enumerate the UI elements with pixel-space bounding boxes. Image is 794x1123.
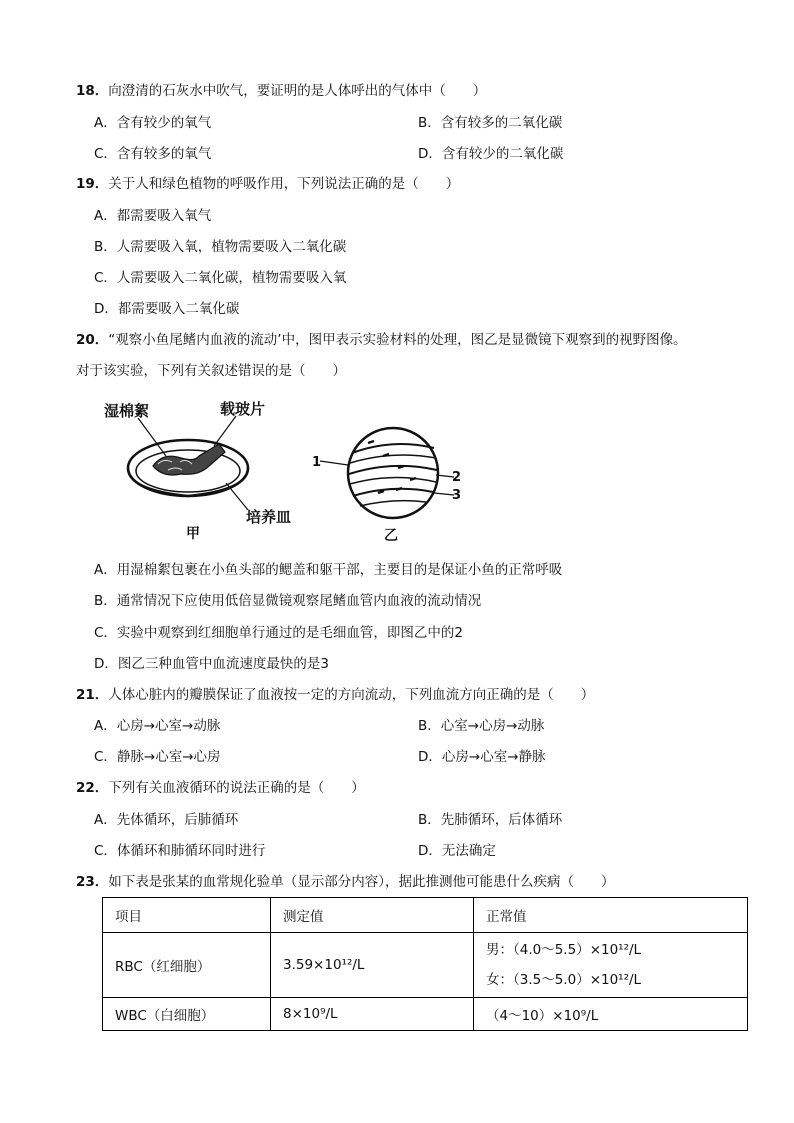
option-a: A．用湿棉絮包裹在小鱼头部的鳃盖和躯干部，主要目的是保证小鱼的正常呼吸 bbox=[94, 562, 563, 578]
label-petri-dish: 培养皿 bbox=[246, 508, 292, 526]
question-text: 下列有关血液循环的说法正确的是（ ） bbox=[108, 780, 365, 796]
question-text: “观察小鱼尾鳍内血液的流动’中，图甲表示实验材料的处理，图乙是显微镜下观察到的视野图像。 bbox=[108, 332, 687, 348]
table-row bbox=[103, 998, 748, 1031]
normal-female: 女：（3.5～5.0）×10¹²/L bbox=[486, 972, 642, 988]
table-cell-value: 8×10⁹/L bbox=[271, 998, 474, 1031]
question-20 bbox=[76, 331, 687, 349]
question-18 bbox=[76, 82, 486, 100]
question-21 bbox=[76, 686, 594, 704]
question-text: 关于人和绿色植物的呼吸作用，下列说法正确的是（ ） bbox=[108, 176, 460, 192]
label-yi: 乙 bbox=[384, 528, 398, 544]
question-number: 20． bbox=[76, 332, 109, 348]
option-c: C．静脉→心室→心房 bbox=[94, 749, 221, 765]
option-c: C．体循环和肺循环同时进行 bbox=[94, 843, 266, 859]
table-header-cell: 测定值 bbox=[271, 898, 474, 933]
table-cell-normal bbox=[474, 933, 748, 998]
microscope-view-illustration bbox=[320, 428, 454, 518]
question-text: 如下表是张某的血常规化验单（显示部分内容），据此推测他可能患什么疾病（ ） bbox=[108, 874, 615, 890]
option-b: B．心室→心房→动脉 bbox=[418, 718, 545, 734]
table-header-cell: 正常值 bbox=[474, 898, 748, 933]
label-jia: 甲 bbox=[186, 526, 200, 542]
question-number: 18． bbox=[76, 83, 109, 99]
question-number: 21． bbox=[76, 687, 109, 703]
question-text-continued: 对于该实验，下列有关叙述错误的是（ ） bbox=[76, 363, 346, 379]
label-vessel-2: 2 bbox=[452, 470, 462, 485]
question-number: 23． bbox=[76, 874, 109, 890]
table-row bbox=[103, 933, 748, 998]
table-header-cell: 项目 bbox=[103, 898, 271, 933]
petri-dish-illustration bbox=[128, 416, 248, 510]
option-d: D．心房→心室→静脉 bbox=[418, 749, 546, 765]
label-wet-cotton: 湿棉絮 bbox=[104, 402, 150, 420]
option-a: A．心房→心室→动脉 bbox=[94, 718, 221, 734]
table-header-row bbox=[103, 898, 748, 933]
question-number: 22． bbox=[76, 780, 109, 796]
option-b: B．人需要吸入氧，植物需要吸入二氧化碳 bbox=[94, 239, 347, 255]
label-glass-slide: 载玻片 bbox=[220, 400, 266, 418]
question-number: 19． bbox=[76, 176, 109, 192]
option-c: C．实验中观察到红细胞单行通过的是毛细血管，即图乙中的2 bbox=[94, 625, 464, 641]
option-a: A．先体循环，后肺循环 bbox=[94, 812, 239, 828]
option-c: C．含有较多的氧气 bbox=[94, 146, 212, 162]
option-a: A．含有较少的氧气 bbox=[94, 115, 212, 131]
option-c: C．人需要吸入二氧化碳，植物需要吸入氧 bbox=[94, 270, 347, 286]
option-b: B．通常情况下应使用低倍显微镜观察尾鳍血管内血液的流动情况 bbox=[94, 593, 482, 609]
table-cell-item: RBC（红细胞） bbox=[103, 933, 271, 998]
figure-svg bbox=[98, 398, 462, 548]
experiment-figure bbox=[98, 398, 462, 548]
label-vessel-1: 1 bbox=[312, 455, 322, 470]
option-d: D．图乙三种血管中血流速度最快的是3 bbox=[94, 656, 329, 672]
table-cell-normal: （4～10）×10⁹/L bbox=[474, 998, 748, 1031]
table-cell-value: 3.59×10¹²/L bbox=[271, 933, 474, 998]
question-text: 人体心脏内的瓣膜保证了血液按一定的方向流动，下列血流方向正确的是（ ） bbox=[108, 687, 595, 703]
question-19 bbox=[76, 175, 459, 193]
blood-test-table bbox=[102, 897, 748, 1031]
question-22 bbox=[76, 779, 365, 797]
option-a: A．都需要吸入氧气 bbox=[94, 208, 212, 224]
option-d: D．都需要吸入二氧化碳 bbox=[94, 301, 240, 317]
option-d: D．含有较少的二氧化碳 bbox=[418, 146, 564, 162]
question-23 bbox=[76, 873, 615, 891]
option-b: B．先肺循环，后体循环 bbox=[418, 812, 563, 828]
option-b: B．含有较多的二氧化碳 bbox=[418, 115, 563, 131]
option-d: D．无法确定 bbox=[418, 843, 496, 859]
normal-male: 男：（4.0～5.5）×10¹²/L bbox=[486, 942, 642, 958]
table-cell-item: WBC（白细胞） bbox=[103, 998, 271, 1031]
question-text: 向澄清的石灰水中吹气，要证明的是人体呼出的气体中（ ） bbox=[108, 83, 487, 99]
label-vessel-3: 3 bbox=[452, 488, 462, 503]
